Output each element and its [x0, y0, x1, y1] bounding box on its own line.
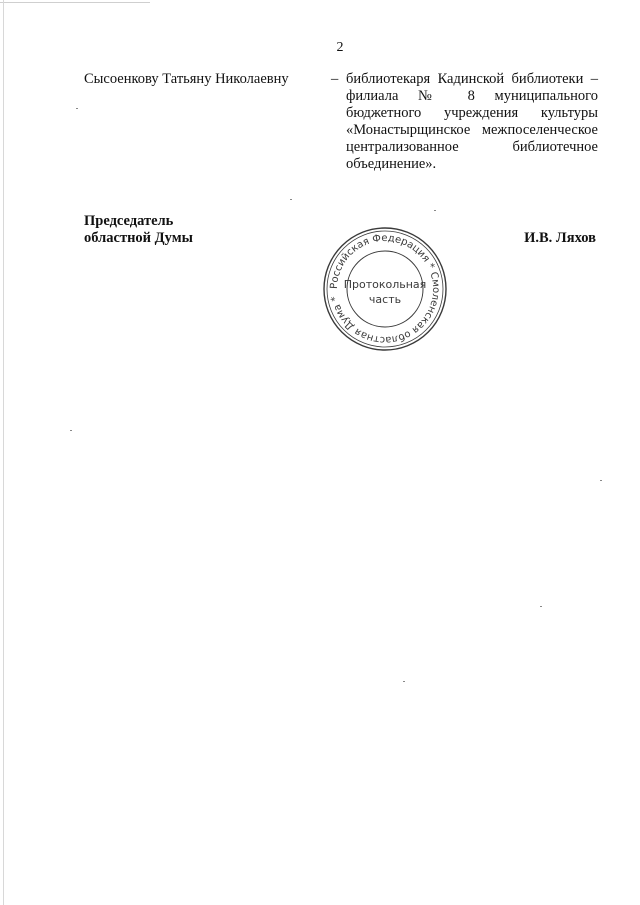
seal-center-line: часть	[368, 293, 402, 306]
official-seal-stamp	[322, 226, 448, 352]
scan-speck	[540, 606, 542, 607]
scan-speck	[434, 210, 436, 211]
signatory-title	[84, 213, 193, 247]
scan-speck	[600, 480, 602, 481]
position-line: библиотекаря Кадинской библиотеки –	[346, 71, 598, 87]
scan-speck	[290, 199, 292, 200]
position-line: бюджетного учреждения культуры	[346, 105, 598, 122]
appointment-dash: –	[331, 71, 339, 87]
signatory-title-line: Председатель	[84, 213, 174, 229]
seal-center-line: Протокольная	[343, 278, 427, 291]
scan-edge-top	[0, 2, 150, 3]
signatory-title-line: областной Думы	[84, 230, 193, 246]
appointee-position	[346, 71, 598, 174]
scan-speck	[76, 108, 78, 109]
scan-speck	[70, 430, 72, 431]
scan-speck	[403, 681, 405, 682]
page-number: 2	[336, 40, 344, 55]
seal-outer-text-path: Российская Федерация * Смоленская областная Дума *	[328, 232, 442, 346]
position-line: «Монастырщинское межпоселенческое	[346, 122, 598, 139]
signatory-name: И.В. Ляхов	[524, 230, 596, 246]
position-line: объединение».	[346, 156, 437, 173]
position-line: централизованное библиотечное	[346, 139, 598, 156]
position-line: филиала № 8 муниципального	[346, 88, 598, 105]
appointee-name: Сысоенкову Татьяну Николаевну	[84, 71, 289, 87]
scan-edge-left	[3, 0, 4, 905]
